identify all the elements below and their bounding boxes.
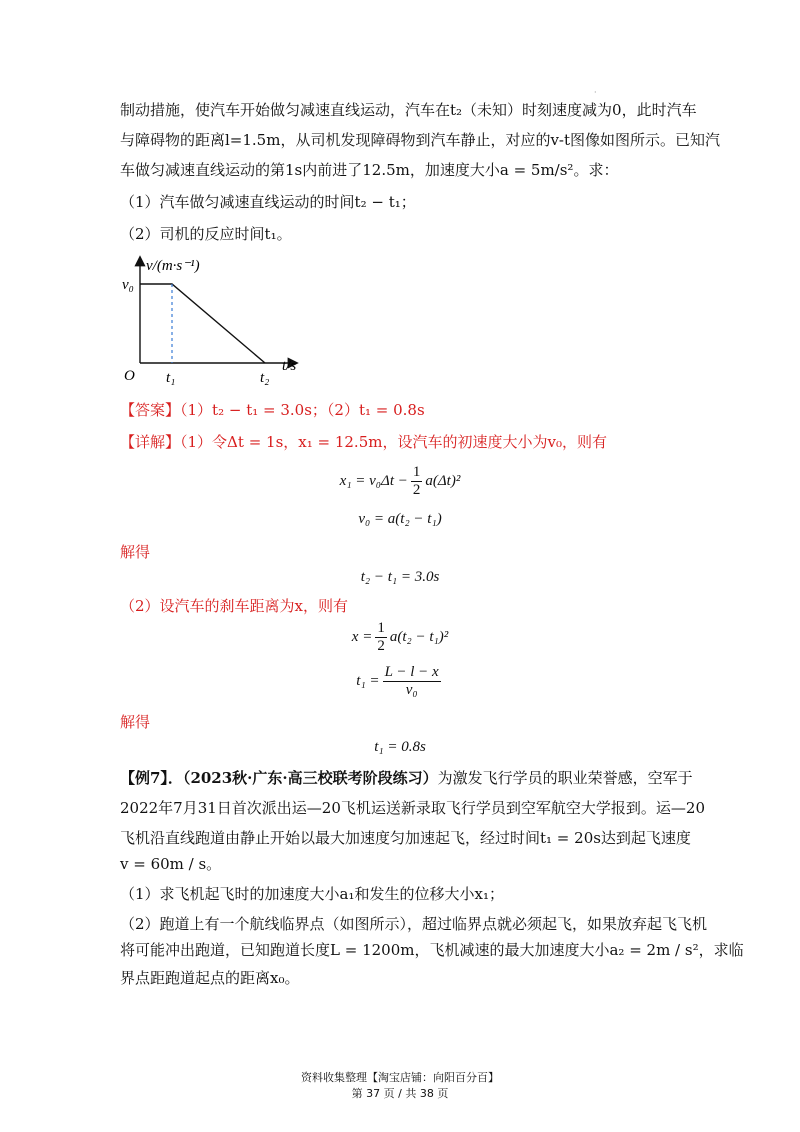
example-7-line-2: 2022年7月31日首次派出运—20飞机运送新录取飞行学员到空军航空大学报到。运—20 [120, 799, 705, 817]
eq3-fraction [375, 620, 387, 655]
v0-label: v₀ [122, 277, 134, 293]
example-7-question-1: （1）求飞机起飞时的加速度大小a₁和发生的位移大小x₁； [120, 885, 504, 903]
decorative-dot: · [594, 88, 597, 97]
eq1-left: x₁ = v₀Δt − [339, 472, 408, 489]
example-7-line-1-rest: 为激发飞行学员的职业荣誉感，空军于 [437, 769, 693, 787]
eq3-numerator: 1 [377, 620, 385, 636]
solve-label-2: 解得 [120, 713, 151, 731]
y-axis-label: v/(m·s⁻¹) [146, 258, 200, 274]
t2-label: t₂ [260, 370, 270, 386]
part-2-intro: （2）设汽车的刹车距离为x，则有 [120, 597, 349, 615]
example-7-line-4: v = 60m / s。 [120, 855, 222, 873]
problem-line-2: 与障碍物的距离l=1.5m，从司机发现障碍物到汽车静止，对应的v-t图像如图所示。已知汽 [120, 131, 721, 149]
result-2 [120, 736, 680, 758]
eq2-text: v₀ = a(t₂ − t₁) [358, 511, 442, 527]
detail-tag: 【详解】 [120, 433, 181, 451]
detail-intro-line [120, 432, 720, 452]
example-7-question-2-line-3: 界点距跑道起点的距离x₀。 [120, 969, 300, 987]
solve-label-1: 解得 [120, 543, 151, 561]
eq1-denominator: 2 [412, 482, 421, 498]
answer-text: （1）t₂ − t₁ = 3.0s；（2）t₁ = 0.8s [180, 401, 425, 419]
equation-3 [120, 620, 680, 655]
footer-page-number: 第 37 页 / 共 38 页 [351, 1087, 449, 1100]
eq3-right: a(t₂ − t₁)² [389, 628, 449, 645]
eq4-left: t₁ = [356, 672, 380, 689]
velocity-curve [140, 284, 265, 363]
eq1-fraction [411, 464, 423, 499]
x-axis-label: t/s [282, 358, 297, 374]
equation-4 [120, 664, 680, 699]
eq1-right: a(Δt)² [425, 472, 461, 489]
equation-1 [120, 464, 680, 499]
example-7-line-3: 飞机沿直线跑道由静止开始以最大加速度匀加速起飞，经过时间t₁ = 20s达到起飞速度 [120, 829, 691, 847]
result-1 [120, 566, 680, 588]
question-1: （1）汽车做匀减速直线运动的时间t₂ − t₁； [120, 193, 416, 211]
equation-2 [120, 508, 680, 530]
example-7-title: 【例7】．（2023秋·广东·高三校联考阶段练习） [120, 769, 438, 787]
detail-intro: （1）令Δt = 1s，x₁ = 12.5m，设汽车的初速度大小为v₀，则有 [180, 433, 607, 451]
answer-tag: 【答案】 [120, 401, 181, 419]
question-2: （2）司机的反应时间t₁。 [120, 225, 292, 243]
example-7-question-2-line-2: 将可能冲出跑道，已知跑道长度L = 1200m，飞机减速的最大加速度大小a₂ = 2m / s²，求临 [120, 941, 744, 959]
eq4-numerator: L − l − x [384, 664, 439, 680]
origin-label: O [124, 368, 135, 384]
vt-graph [118, 250, 318, 390]
example-7-line-1 [120, 768, 720, 788]
eq3-left: x = [351, 628, 373, 645]
eq4-fraction [383, 664, 441, 699]
eq1-numerator: 1 [412, 464, 421, 480]
eq4-denominator: v₀ [405, 682, 418, 698]
result-2-text: t₁ = 0.8s [374, 739, 426, 755]
footer-source: 资料收集整理【淘宝店铺：向阳百分百】 [301, 1071, 499, 1084]
problem-line-3: 车做匀减速直线运动的第1s内前进了12.5m，加速度大小a = 5m/s²。求： [120, 161, 619, 179]
example-7-question-2-line-1: （2）跑道上有一个航线临界点（如图所示），超过临界点就必须起飞，如果放弃起飞飞机 [120, 915, 708, 933]
eq3-denominator: 2 [377, 638, 385, 654]
answer-line [120, 400, 720, 420]
t1-label: t₁ [166, 370, 176, 386]
problem-line-1: 制动措施，使汽车开始做匀减速直线运动，汽车在t₂（未知）时刻速度减为0，此时汽车 [120, 101, 697, 119]
result-1-text: t₂ − t₁ = 3.0s [360, 569, 440, 585]
